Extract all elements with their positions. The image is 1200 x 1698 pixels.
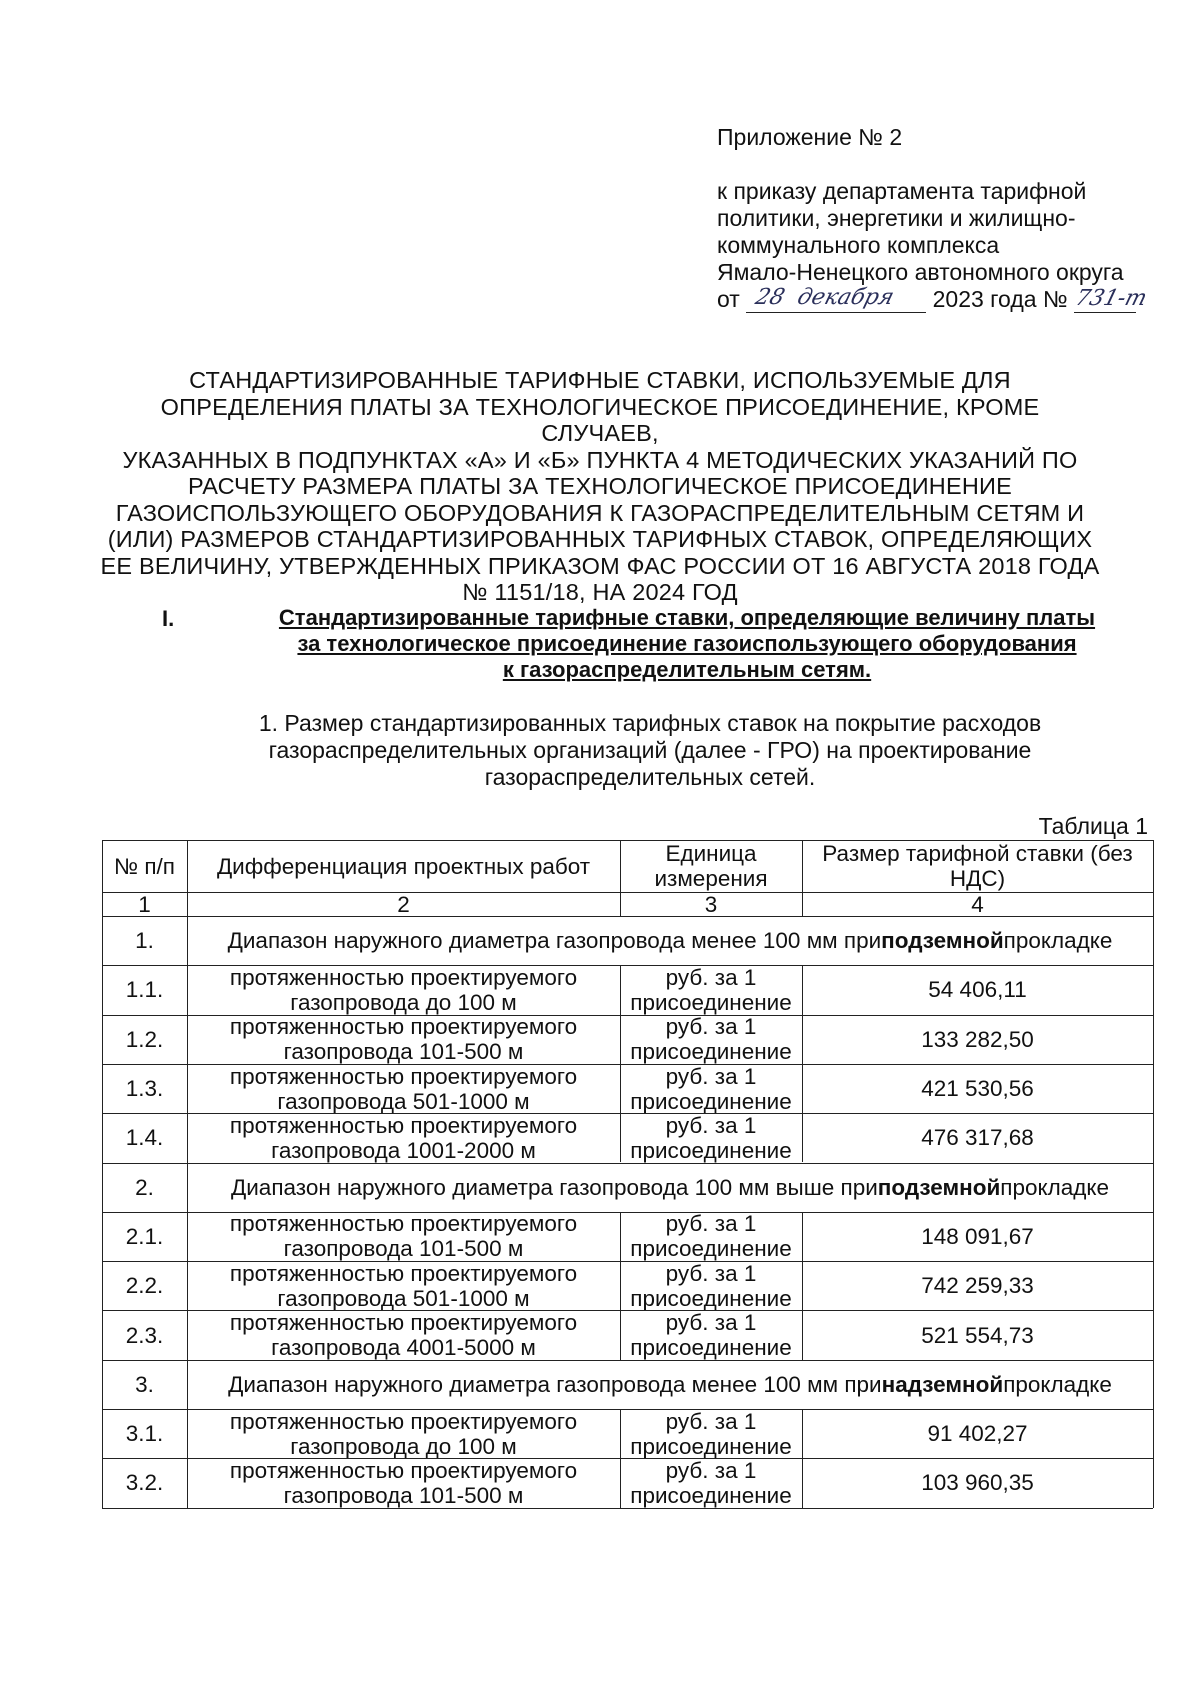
- title-line: СТАНДАРТИЗИРОВАННЫЕ ТАРИФНЫЕ СТАВКИ, ИСПОЛЬЗУЕМЫЕ ДЛЯ: [189, 367, 1011, 393]
- table-column-border: [802, 1015, 803, 1064]
- row-rate: 148 091,67: [921, 1223, 1034, 1249]
- handwritten-day: 28: [752, 285, 788, 310]
- appendix-line: к приказу департамента тарифной: [717, 178, 1087, 204]
- table-column-border: [802, 965, 803, 1014]
- table-column-border: [620, 1310, 621, 1359]
- title-line: ГАЗОИСПОЛЬЗУЮЩЕГО ОБОРУДОВАНИЯ К ГАЗОРАСПРЕДЕЛИТЕЛЬНЫМ СЕТЯМ И: [115, 499, 1085, 526]
- group-heading: [187, 1360, 1153, 1409]
- table-column-border: [802, 1064, 803, 1113]
- header-unit: Единица измерения: [654, 841, 768, 891]
- handwritten-month: декабря: [794, 285, 897, 310]
- row-rate: 421 530,56: [921, 1076, 1034, 1102]
- header-desc: Дифференциация проектных работ: [216, 853, 591, 879]
- row-desc: протяженностью проектируемого газопровода 101-500 м: [229, 1014, 578, 1065]
- title-line: УКАЗАННЫХ В ПОДПУНКТАХ «А» И «Б» ПУНКТА 4 МЕТОДИЧЕСКИХ УКАЗАНИЙ ПО: [122, 446, 1078, 473]
- paragraph-line: 1. Размер стандартизированных тарифных ставок на покрытие расходов: [258, 710, 1042, 736]
- tariff-table: [102, 840, 1153, 1563]
- row-unit: руб. за 1 присоединение: [630, 1211, 792, 1262]
- table-column-border: [802, 1310, 803, 1359]
- group-num: 1.: [135, 928, 154, 954]
- title-line: ЕЕ ВЕЛИЧИНУ, УТВЕРЖДЕННЫХ ПРИКАЗОМ ФАС РОССИИ ОТ 16 АВГУСТА 2018 ГОДА: [100, 552, 1100, 579]
- column-number: 2: [397, 891, 410, 917]
- table-column-border: [802, 840, 803, 892]
- title-line: ОПРЕДЕЛЕНИЯ ПЛАТЫ ЗА ТЕХНОЛОГИЧЕСКОЕ ПРИСОЕДИНЕНИЕ, КРОМЕ СЛУЧАЕВ,: [160, 393, 1040, 446]
- handwritten-order-number: 731-т: [1072, 286, 1150, 311]
- appendix-line: политики, энергетики и жилищно-: [717, 205, 1076, 231]
- table-column-border: [620, 840, 621, 892]
- row-num: 1.3.: [125, 1076, 164, 1102]
- section-heading-line: к газораспределительным сетям.: [502, 657, 872, 682]
- table-caption: Таблица 1: [1038, 813, 1148, 839]
- table-column-border: [802, 1409, 803, 1458]
- row-unit: руб. за 1 присоединение: [630, 1112, 792, 1163]
- title-line: № 1151/18, НА 2024 ГОД: [462, 579, 738, 605]
- row-desc: протяженностью проектируемого газопровода 101-500 м: [229, 1457, 578, 1508]
- table-column-border: [620, 965, 621, 1014]
- row-unit: руб. за 1 присоединение: [630, 1260, 792, 1311]
- table-column-border: [187, 840, 188, 1508]
- table-column-border: [620, 892, 621, 916]
- group-num: 2.: [135, 1174, 154, 1200]
- row-unit: руб. за 1 присоединение: [630, 964, 792, 1015]
- row-unit: руб. за 1 присоединение: [630, 1310, 792, 1361]
- date-blank: [746, 285, 926, 313]
- header-rate: Размер тарифной ставки (без НДС): [822, 841, 1133, 891]
- table-column-border: [802, 1261, 803, 1310]
- row-rate: 742 259,33: [921, 1273, 1034, 1299]
- date-prefix: от: [717, 286, 740, 312]
- appendix-line: Ямало-Ненецкого автономного округа: [717, 259, 1124, 285]
- number-blank: [1072, 286, 1150, 313]
- group-heading-text: прокладке: [1000, 1174, 1109, 1200]
- row-num: 1.2.: [125, 1026, 164, 1052]
- table-column-border: [620, 1113, 621, 1162]
- table-column-border: [620, 1015, 621, 1064]
- group-heading-text: Диапазон наружного диаметра газопровода менее 100 мм при: [228, 1371, 882, 1397]
- table-column-border: [620, 1064, 621, 1113]
- group-heading: [187, 1163, 1153, 1212]
- row-num: 2.3.: [125, 1322, 164, 1348]
- appendix-line: коммунального комплекса: [717, 232, 1000, 258]
- table-column-border: [1153, 840, 1154, 1508]
- intro-paragraph: [150, 710, 1150, 791]
- table-column-border: [802, 1458, 803, 1507]
- row-desc: протяженностью проектируемого газопровода до 100 м: [229, 1408, 578, 1459]
- column-number: 3: [704, 891, 718, 917]
- column-number: 4: [971, 891, 984, 917]
- appendix-title: Приложение № 2: [717, 124, 903, 150]
- group-heading-text: прокладке: [1003, 1371, 1112, 1397]
- row-unit: руб. за 1 присоединение: [630, 1014, 792, 1065]
- row-rate: 521 554,73: [921, 1322, 1034, 1348]
- table-row-border: [102, 1508, 1153, 1509]
- row-desc: протяженностью проектируемого газопровода 501-1000 м: [229, 1063, 578, 1114]
- document-title: [100, 367, 1100, 606]
- header-num: № п/п: [113, 853, 175, 879]
- row-num: 3.2.: [125, 1470, 164, 1496]
- group-heading-text: Диапазон наружного диаметра газопровода менее 100 мм при: [227, 928, 882, 954]
- title-line: (ИЛИ) РАЗМЕРОВ СТАНДАРТИЗИРОВАННЫХ ТАРИФНЫХ СТАВОК, ОПРЕДЕЛЯЮЩИХ: [107, 526, 1093, 552]
- group-heading-bold: подземной: [881, 928, 1004, 954]
- row-rate: 133 282,50: [921, 1026, 1034, 1052]
- table-column-border: [802, 1212, 803, 1261]
- table-column-border: [620, 1458, 621, 1507]
- row-desc: протяженностью проектируемого газопровода 4001-5000 м: [229, 1310, 578, 1361]
- table-column-border: [620, 1261, 621, 1310]
- table-column-border: [620, 1409, 621, 1458]
- group-heading-bold: надземной: [881, 1371, 1004, 1397]
- section-heading: [232, 605, 1142, 683]
- column-number: 1: [138, 891, 151, 917]
- group-num: 3.: [135, 1371, 154, 1397]
- row-num: 3.1.: [125, 1421, 164, 1447]
- row-rate: 91 402,27: [927, 1421, 1028, 1447]
- order-date-line: [717, 285, 1150, 313]
- table-column-border: [802, 892, 803, 916]
- row-num: 1.1.: [125, 977, 164, 1003]
- row-rate: 54 406,11: [928, 977, 1027, 1003]
- section-number: I.: [162, 606, 175, 631]
- table-column-border: [620, 1212, 621, 1261]
- section-heading-line: Стандартизированные тарифные ставки, определяющие величину платы: [278, 605, 1096, 630]
- row-desc: протяженностью проектируемого газопровода до 100 м: [229, 964, 578, 1015]
- row-rate: 103 960,35: [921, 1470, 1034, 1496]
- group-heading-bold: подземной: [877, 1174, 1001, 1200]
- table-column-border: [802, 1113, 803, 1162]
- group-heading-text: прокладке: [1003, 928, 1113, 954]
- row-unit: руб. за 1 присоединение: [630, 1408, 792, 1459]
- group-heading: [187, 916, 1153, 965]
- table-column-border: [102, 840, 103, 1508]
- row-desc: протяженностью проектируемого газопровода 1001-2000 м: [229, 1112, 578, 1163]
- row-num: 2.1.: [125, 1223, 164, 1249]
- section-heading-line: за технологическое присоединение газоиспользующего оборудования: [297, 631, 1077, 656]
- row-desc: протяженностью проектируемого газопровода 501-1000 м: [229, 1260, 578, 1311]
- row-num: 2.2.: [125, 1273, 164, 1299]
- date-year: 2023 года №: [932, 286, 1068, 312]
- row-num: 1.4.: [125, 1125, 164, 1151]
- row-unit: руб. за 1 присоединение: [630, 1457, 792, 1508]
- row-unit: руб. за 1 присоединение: [630, 1063, 792, 1114]
- paragraph-line: газораспределительных сетей.: [484, 764, 816, 790]
- row-desc: протяженностью проектируемого газопровода 101-500 м: [229, 1211, 578, 1262]
- title-line: РАСЧЕТУ РАЗМЕРА ПЛАТЫ ЗА ТЕХНОЛОГИЧЕСКОЕ ПРИСОЕДИНЕНИЕ: [188, 473, 1012, 499]
- group-heading-text: Диапазон наружного диаметра газопровода 100 мм выше при: [231, 1174, 878, 1200]
- paragraph-line: газораспределительных организаций (далее - ГРО) на проектирование: [268, 737, 1032, 763]
- row-rate: 476 317,68: [921, 1125, 1034, 1151]
